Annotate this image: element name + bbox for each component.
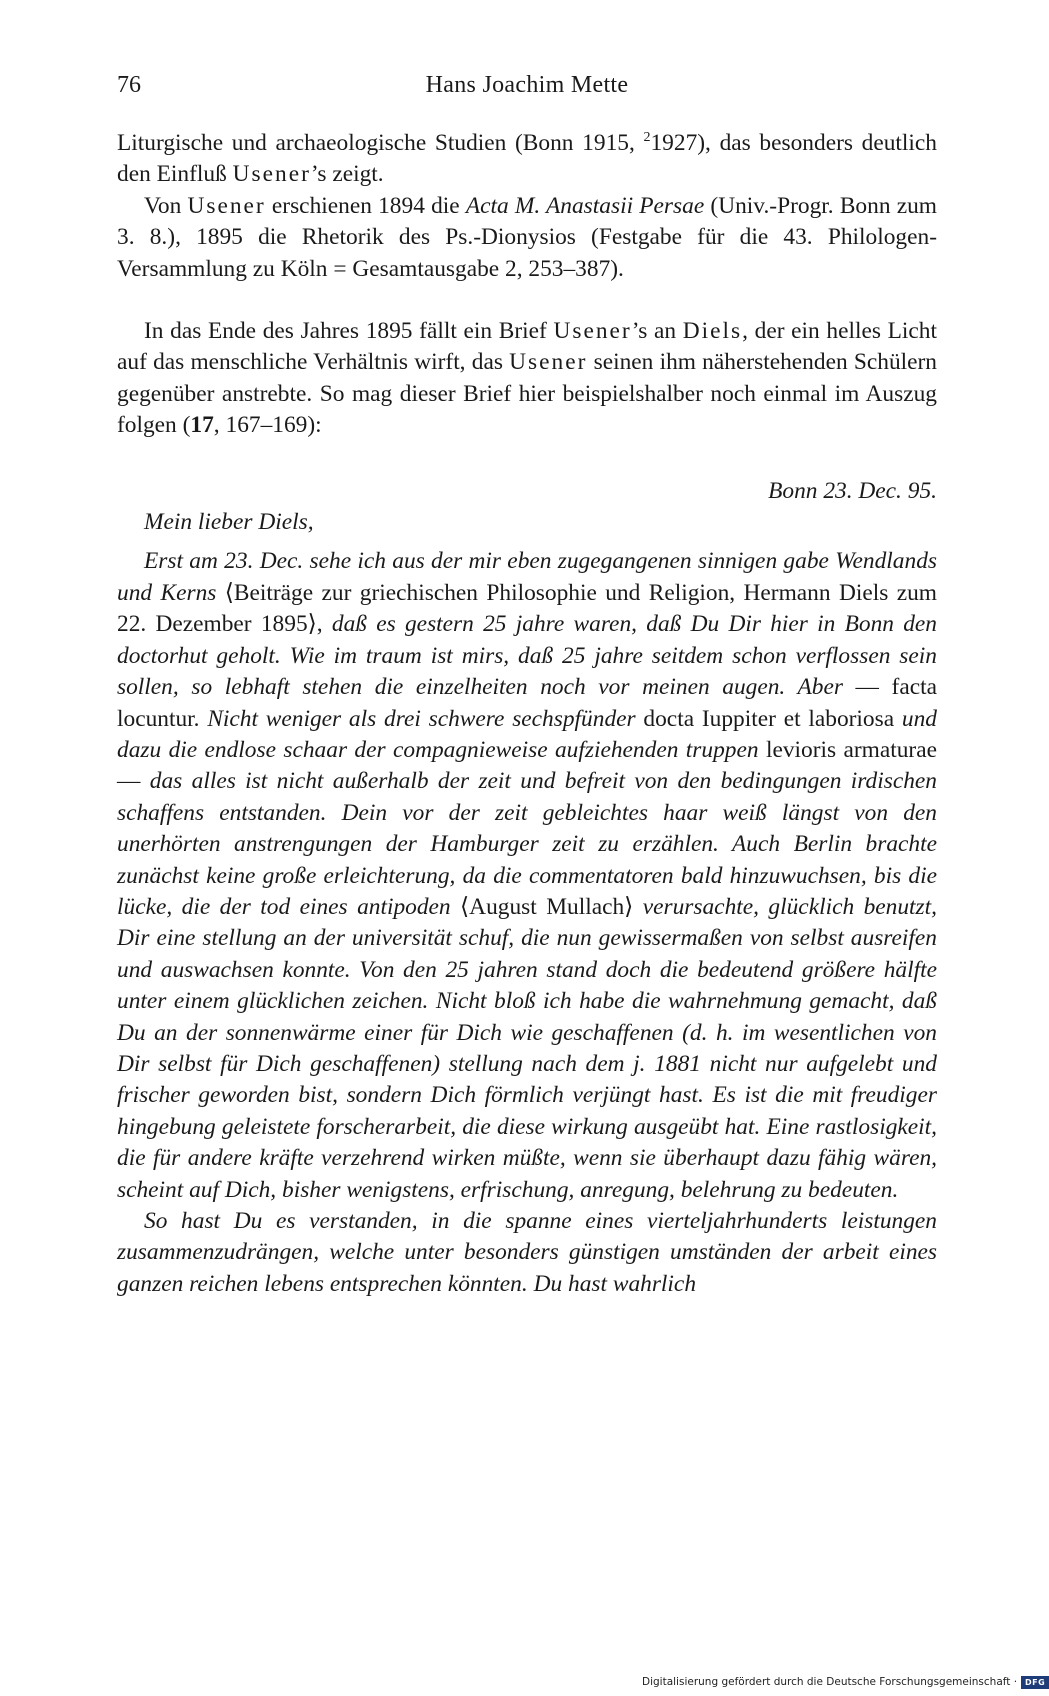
credit-text: Digitalisierung gefördert durch die Deutsche Forschungsgemeinschaft ·: [642, 1676, 1018, 1688]
letter-date: Bonn 23. Dec. 95.: [768, 477, 937, 504]
page-header: [117, 72, 937, 112]
letter-salutation: Mein lieber Diels,: [144, 509, 314, 536]
paragraph-3: In das Ende des Jahres 1895 fällt ein Brief Usener’s an Diels, der ein helles Licht auf das menschliche Verhältnis wirft, das Usener seinen ihm näherstehenden Schülern gegenüber anstrebte. So mag dieser Brief hier beispielshalber noch einmal im Auszug folgen (17, 167–169):: [117, 318, 937, 439]
letter-paragraph-1: Erst am 23. Dec. sehe ich aus der mir eben zugegangenen sinnigen gabe Wendlands und Kerns ⟨Beiträge zur griechischen Philosophie und Religion, Hermann Diels zum 22. Dezember 1895⟩, daß es gestern 25 jahre waren, daß Du Dir hier in Bonn den doctorhut geholt. Wie im traum ist mirs, daß 25 jahre seitdem schon verflossen sein sollen, so lebhaft stehen die einzelheiten noch vor meinen augen. Aber — facta locuntur. Nicht weniger als drei schwere sechspfünder docta Iuppiter et laboriosa und dazu die endlose schaar der compagnieweise aufziehenden truppen levioris armaturae — das alles ist nicht außerhalb der zeit und befreit von den bedingungen irdischen schaffens entstanden. Dein vor der zeit gebleichtes haar weiß längst von den unerhörten anstrengungen der Hamburger zeit zu erzählen. Auch Berlin brachte zunächst keine große erleichterung, da die commentatoren bald hinzuwuchsen, bis die lücke, die der tod eines antipoden ⟨August Mullach⟩ verursachte, glücklich benutzt, Dir eine stellung an der universität schuf, die nun gewissermaßen von selbst ausreifen und auswachsen konnte. Von den 25 jahren stand doch die bedeutend größere hälfte unter einem glücklichen zeichen. Nicht bloß ich habe die wahrnehmung gemacht, daß Du an der sonnenwärme einer für Dich wie geschaffenen (d. h. im wesentlichen von Dir selbst für Dich geschaffenen) stellung nach dem j. 1881 nicht nur aufgelebt und frischer geworden bist, sondern Dich förmlich verjüngt hast. Es ist die mit freudiger hingebung geleistete forscherarbeit, die diese wirkung ausgeübt hat. Eine rastlosigkeit, die für andere kräfte verzehrend wirken müßte, wenn sie überhaupt dazu fähig wären, scheint auf Dich, bisher wenigstens, erfrischung, anregung, belehrung zu bedeuten.: [117, 548, 938, 1203]
reference-number: 17: [190, 412, 214, 439]
name-diels: Diels: [682, 318, 743, 345]
paragraph-2: Von Usener erschienen 1894 die Acta M. Anastasii Persae (Univ.-Progr. Bonn zum 3. 8.), 1895 die Rhetorik des Ps.-Dionysios (Festgabe für die 43. Philologen-Versammlung zu Köln = Gesamtausgabe 2, 253–387).: [117, 192, 937, 282]
name-usener: Usener: [553, 318, 632, 345]
body-text: [117, 128, 937, 1300]
dfg-logo: DFG: [1021, 1676, 1049, 1689]
letter-paragraph-2: So hast Du es verstanden, in die spanne eines vierteljahrhunderts leistungen zusammenzudrängen, welche unter besonders günstigen umständen der arbeit eines ganzen reichen lebens entsprechen könnten. Du hast wahrlich: [117, 1208, 937, 1297]
paragraph-1: Liturgische und archaeologische Studien (Bonn 1915, $^2$1927), das besonders deutlich den Einfluß Usener’s zeigt.: [117, 130, 937, 188]
work-title: Acta M. Anastasii Persae: [465, 192, 705, 219]
name-usener: Usener: [187, 192, 266, 219]
name-usener: Usener: [232, 161, 311, 188]
letter-text: [117, 546, 937, 1300]
page-number: 76: [117, 72, 141, 98]
name-usener: Usener: [509, 349, 588, 376]
digitization-credit: [642, 1674, 1049, 1690]
running-head: Hans Joachim Mette: [425, 72, 629, 98]
